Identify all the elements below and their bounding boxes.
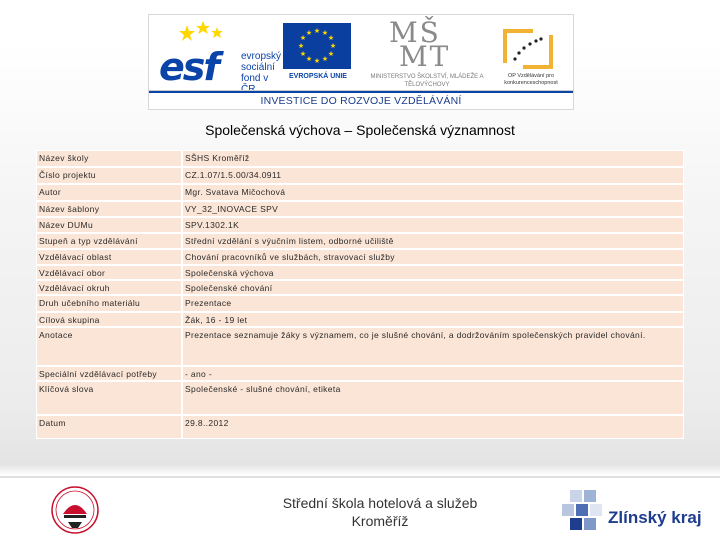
row-label: Název školy xyxy=(36,150,182,167)
logo-banner xyxy=(148,14,574,110)
row-value: 29.8..2012 xyxy=(182,415,684,439)
row-value: VY_32_INOVACE SPV xyxy=(182,201,684,217)
row-label: Vzdělávací oblast xyxy=(36,249,182,265)
table-row xyxy=(36,249,684,265)
row-value: Střední vzdělání s výučním listem, odborné učiliště xyxy=(182,233,684,249)
row-value: Prezentace xyxy=(182,295,684,312)
footer-divider xyxy=(0,476,720,478)
table-row xyxy=(36,295,684,312)
svg-text:★: ★ xyxy=(299,34,307,42)
table-row xyxy=(36,167,684,184)
table-row xyxy=(36,280,684,295)
table-row xyxy=(36,327,684,366)
row-label: Vzdělávací obor xyxy=(36,265,182,280)
row-label: Autor xyxy=(36,184,182,201)
row-value: Společenská výchova xyxy=(182,265,684,280)
row-label: Klíčová slova xyxy=(36,381,182,415)
esf-sub-line-1: evropský xyxy=(241,51,282,62)
table-row xyxy=(36,233,684,249)
svg-text:★: ★ xyxy=(321,55,329,63)
esf-sub-line-3: fond v xyxy=(241,73,269,84)
row-label: Anotace xyxy=(36,327,182,366)
row-value: Prezentace seznamuje žáky s významem, co je slušné chování, a dodržováním společenských pravidel chování. xyxy=(182,327,684,366)
row-value: SPV.1302.1K xyxy=(182,217,684,233)
table-row xyxy=(36,366,684,381)
row-label: Datum xyxy=(36,415,182,439)
row-label: Druh učebního materiálu xyxy=(36,295,182,312)
row-label: Speciální vzdělávací potřeby xyxy=(36,366,182,381)
svg-text:★: ★ xyxy=(299,50,307,58)
table-row xyxy=(36,150,684,167)
svg-text:★: ★ xyxy=(321,29,329,37)
investice-tagline: INVESTICE DO ROZVOJE VZDĚLÁVÁNÍ xyxy=(149,91,573,109)
page-title: Společenská výchova – Společenská významnost xyxy=(205,122,515,138)
school-emblem-icon xyxy=(48,484,102,536)
svg-text:★: ★ xyxy=(297,42,305,50)
table-row xyxy=(36,265,684,280)
row-label: Název DUMu xyxy=(36,217,182,233)
row-label: Číslo projektu xyxy=(36,167,182,184)
esf-sub-line-2: sociální xyxy=(241,62,275,73)
row-label: Stupeň a typ vzdělávání xyxy=(36,233,182,249)
esf-wordmark: esf xyxy=(159,45,218,89)
table-row xyxy=(36,217,684,233)
esf-logo xyxy=(157,21,282,89)
row-label: Vzdělávací okruh xyxy=(36,280,182,295)
op-label: OP Vzdělávání pro konkurenceschopnost xyxy=(504,73,558,86)
msmt-letters: MŠ MT xyxy=(389,16,451,73)
school-name-line-2: Kroměříž xyxy=(351,513,409,529)
eu-flag xyxy=(283,23,351,69)
eu-label: EVROPSKÁ UNIE xyxy=(289,73,347,80)
row-label: Název šablony xyxy=(36,201,182,217)
msmt-logo xyxy=(363,16,484,91)
svg-text:★: ★ xyxy=(327,34,335,42)
row-label: Cílová skupina xyxy=(36,312,182,327)
table-row xyxy=(36,415,684,439)
svg-text:★: ★ xyxy=(327,50,335,58)
region-name: Zlínský kraj xyxy=(608,508,702,527)
school-name-line-1: Střední škola hotelová a služeb xyxy=(282,495,478,511)
msmt-label: MINISTERSTVO ŠKOLSTVÍ, MLÁDEŽE A TĚLOVÝCHOVY xyxy=(370,74,484,88)
row-value: Společenské chování xyxy=(182,280,684,295)
row-value: Společenské - slušné chování, etiketa xyxy=(182,381,684,415)
svg-text:★: ★ xyxy=(329,42,337,50)
table-row xyxy=(36,184,684,201)
row-value: Žák, 16 - 19 let xyxy=(182,312,684,327)
eu-stars-icon xyxy=(283,23,351,69)
svg-text:★: ★ xyxy=(305,29,313,37)
row-value: Chování pracovníků ve službách, stravovací služby xyxy=(182,249,684,265)
school-name xyxy=(250,494,510,530)
table-row xyxy=(36,312,684,327)
table-row xyxy=(36,201,684,217)
row-value: Mgr. Svatava Mičochová xyxy=(182,184,684,201)
svg-text:★: ★ xyxy=(313,27,321,35)
zlinsky-kraj-logo-icon xyxy=(560,490,606,530)
row-value: SŠHS Kroměříž xyxy=(182,150,684,167)
table-row xyxy=(36,381,684,415)
svg-text:★: ★ xyxy=(305,55,313,63)
row-value: CZ.1.07/1.5.00/34.0911 xyxy=(182,167,684,184)
row-value: - ano - xyxy=(182,366,684,381)
svg-text:★: ★ xyxy=(313,57,321,65)
